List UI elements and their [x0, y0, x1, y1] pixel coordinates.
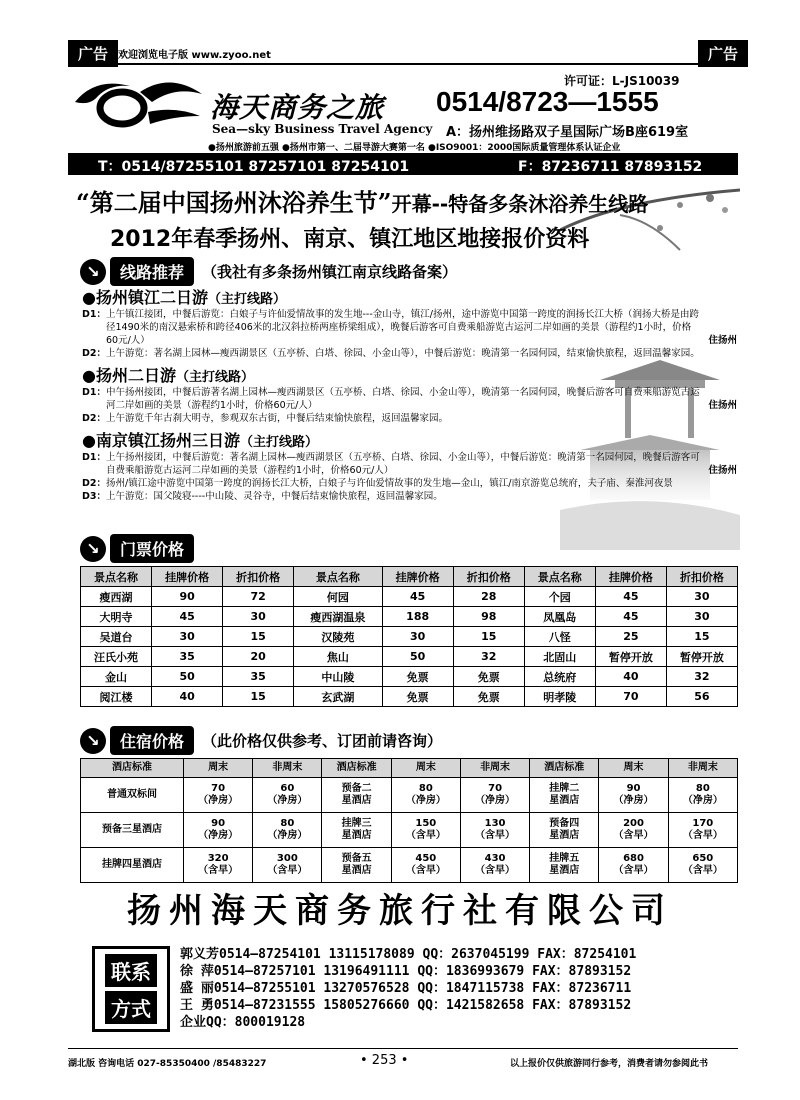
cell-line: 200	[623, 818, 644, 829]
table-cell: 28	[453, 587, 524, 607]
route-day	[82, 490, 737, 503]
contact-label-top: 联系	[105, 954, 157, 987]
cell-line: 70	[488, 783, 503, 794]
hotels-note: （此价格仅供参考、订团前请咨询）	[202, 732, 443, 750]
table-cell	[599, 778, 668, 813]
cell-line: 60	[280, 783, 295, 794]
cell-line: （含早）	[198, 865, 239, 876]
cell-line: 300	[276, 853, 298, 864]
table-cell: 瘦西湖	[81, 587, 152, 607]
table-cell	[391, 813, 460, 848]
table-header-row	[81, 567, 738, 587]
table-cell	[253, 813, 322, 848]
route-list	[82, 285, 737, 503]
table-cell: 15	[223, 627, 294, 647]
table-header: 景点名称	[294, 567, 382, 587]
cell-line: 680	[623, 853, 644, 864]
cell-line: 星酒店	[549, 865, 580, 876]
table-header: 周末	[184, 759, 253, 778]
table-cell: 70	[595, 687, 666, 707]
cell-line: 430	[484, 853, 506, 864]
table-cell	[81, 848, 184, 883]
table-cell: 25	[595, 627, 666, 647]
table-header: 折扣价格	[453, 567, 524, 587]
table-row	[81, 587, 738, 607]
table-cell: 明孝陵	[524, 687, 595, 707]
table-cell	[253, 848, 322, 883]
table-cell: 免票	[382, 667, 453, 687]
table-header: 景点名称	[81, 567, 152, 587]
table-cell: 30	[666, 587, 737, 607]
table-cell: 免票	[382, 687, 453, 707]
table-header: 酒店标准	[322, 759, 391, 778]
route-title	[82, 285, 737, 308]
table-cell: 凤凰岛	[524, 607, 595, 627]
route-title-text: ●南京镇江扬州三日游	[82, 431, 240, 450]
route-title	[82, 363, 737, 386]
day-label: D2：	[82, 348, 106, 359]
ticket-table-body	[81, 587, 738, 707]
table-cell: 玄武湖	[294, 687, 382, 707]
day-label: D3：	[82, 491, 106, 502]
hotel-price-table	[80, 758, 738, 883]
route-title-text: ●扬州二日游	[82, 366, 176, 385]
table-cell: 吴道台	[81, 627, 152, 647]
table-header: 折扣价格	[666, 567, 737, 587]
table-cell: 焦山	[294, 647, 382, 667]
route-item	[82, 285, 737, 360]
cell-line: 320	[207, 853, 229, 864]
cell-line: 90	[626, 783, 641, 794]
cell-line: 80	[695, 783, 710, 794]
table-cell: 30	[666, 607, 737, 627]
route-day	[82, 477, 737, 490]
cell-line: （净房）	[267, 795, 308, 806]
day-text: 上午游览：国父陵寝----中山陵、灵谷寺，中餐后结束愉快旅程，返回温馨家园。	[106, 491, 443, 502]
license-number: 许可证：L-JS10039	[564, 74, 680, 88]
day-text: 上午游览：著名湖上园林—瘦西湖景区（五亭桥、白塔、徐园、小金山等），中餐后游览：晚清第一名园何园，结束愉快旅程，返回温馨家园。	[106, 348, 700, 359]
footer-rule	[68, 1048, 738, 1049]
cell-line: 预备三星酒店	[102, 824, 162, 835]
table-cell	[322, 813, 391, 848]
table-cell	[253, 778, 322, 813]
hotels-section-header	[80, 726, 442, 755]
contact-label-bottom: 方式	[105, 991, 157, 1024]
table-cell	[184, 813, 253, 848]
table-cell	[460, 813, 529, 848]
table-cell: 中山陵	[294, 667, 382, 687]
cell-line: （含早）	[613, 865, 654, 876]
table-cell: 45	[382, 587, 453, 607]
table-cell	[81, 778, 184, 813]
route-day	[82, 412, 737, 425]
tel-line: T：0514/87255101 87257101 87254101	[98, 159, 410, 175]
table-cell: 汪氏小苑	[81, 647, 152, 667]
cell-line: 挂牌三	[341, 818, 372, 829]
welcome-text: 欢迎浏览电子版 www.zyoo.net	[118, 50, 271, 61]
table-cell	[530, 778, 599, 813]
table-cell: 免票	[453, 687, 524, 707]
footer-left: 湖北版 咨询电话 027-85350400 /85483227	[68, 1059, 267, 1069]
day-text: 扬州/镇江途中游览中国第一跨度的润扬长江大桥，白娘子与许仙爱情故事的发生地—金山，镇江/南京游览总统府，夫子庙、秦淮河夜景	[106, 478, 673, 489]
honors-line: ●扬州旅游前五强 ●扬州市第一、二届导游大赛第一名 ●ISO9001：2000国际质量管理体系认证企业	[208, 143, 621, 153]
ad-tag-left: 广告	[68, 40, 118, 67]
cell-line: 170	[692, 818, 714, 829]
table-cell	[668, 813, 737, 848]
table-cell: 个园	[524, 587, 595, 607]
contact-person: 郭义芳0514—87254101 13115178089 QQ：2637045199 FAX：87254101	[180, 947, 637, 962]
cell-line: （含早）	[475, 830, 516, 841]
table-row	[81, 647, 738, 667]
table-cell: 50	[152, 667, 223, 687]
route-tag: （主打线路）	[207, 292, 286, 307]
table-cell: 30	[382, 627, 453, 647]
cell-line: 星酒店	[341, 795, 372, 806]
table-cell: 40	[152, 687, 223, 707]
cell-line: （净房）	[682, 795, 723, 806]
table-header: 挂牌价格	[152, 567, 223, 587]
routes-badge: 线路推荐	[110, 257, 194, 286]
table-cell	[530, 848, 599, 883]
table-cell: 阅江楼	[81, 687, 152, 707]
cell-line: 星酒店	[341, 865, 372, 876]
arrow-down-right-icon: ↘	[80, 728, 106, 754]
table-cell	[460, 778, 529, 813]
table-cell	[460, 848, 529, 883]
table-cell: 98	[453, 607, 524, 627]
ticket-price-table	[80, 566, 738, 707]
cell-line: （净房）	[198, 795, 239, 806]
table-cell: 免票	[453, 667, 524, 687]
cell-line: 预备四	[549, 818, 580, 829]
day-stay: 住扬州	[708, 465, 737, 476]
table-header: 景点名称	[524, 567, 595, 587]
day-label: D1：	[82, 452, 106, 463]
fax-line: F：87236711 87893152	[518, 159, 703, 175]
table-row	[81, 607, 738, 627]
table-cell	[322, 778, 391, 813]
cell-line: （净房）	[198, 830, 239, 841]
tickets-badge: 门票价格	[110, 534, 194, 563]
festival-headline-quote: “第二届中国扬州沐浴养生节”	[76, 188, 392, 217]
cell-line: 挂牌二	[549, 783, 580, 794]
cell-line: （含早）	[682, 865, 723, 876]
table-cell	[81, 813, 184, 848]
cell-line: 80	[418, 783, 433, 794]
contact-person: 盛 丽0514—87255101 13270576528 QQ：1847115738 FAX：87236711	[180, 981, 632, 996]
table-cell: 总统府	[524, 667, 595, 687]
table-cell: 八怪	[524, 627, 595, 647]
hotels-badge: 住宿价格	[110, 726, 194, 755]
table-cell: 瘦西湖温泉	[294, 607, 382, 627]
day-label: D1：	[82, 387, 106, 398]
day-stay: 住扬州	[708, 400, 737, 411]
table-header: 折扣价格	[223, 567, 294, 587]
route-day	[82, 308, 737, 347]
table-cell: 30	[152, 627, 223, 647]
table-cell: 32	[666, 667, 737, 687]
arrow-down-right-icon: ↘	[80, 259, 106, 285]
table-cell	[391, 778, 460, 813]
table-cell	[599, 848, 668, 883]
table-cell: 40	[595, 667, 666, 687]
cell-line: （净房）	[267, 830, 308, 841]
table-header: 酒店标准	[530, 759, 599, 778]
table-cell: 何园	[294, 587, 382, 607]
table-cell: 90	[152, 587, 223, 607]
price-subtitle: 2012年春季扬州、南京、镇江地区地接报价资料	[110, 227, 590, 252]
table-row	[81, 813, 738, 848]
cell-line: 星酒店	[549, 830, 580, 841]
company-logo	[70, 72, 205, 136]
day-stay: 住扬州	[708, 335, 737, 346]
table-cell: 金山	[81, 667, 152, 687]
table-row	[81, 778, 738, 813]
cell-line: 650	[692, 853, 714, 864]
routes-section-header	[80, 257, 457, 286]
route-title-text: ●扬州镇江二日游	[82, 288, 208, 307]
cell-line: 挂牌四星酒店	[102, 859, 162, 870]
table-cell: 35	[152, 647, 223, 667]
contact-person: 徐 萍0514—87257101 13196491111 QQ：1836993679 FAX：87893152	[180, 964, 632, 979]
table-cell: 72	[223, 587, 294, 607]
table-cell: 15	[453, 627, 524, 647]
header-rule	[68, 63, 738, 65]
table-cell: 35	[223, 667, 294, 687]
table-row	[81, 667, 738, 687]
cell-line: （含早）	[613, 830, 654, 841]
table-cell	[530, 813, 599, 848]
table-row	[81, 687, 738, 707]
table-row	[81, 848, 738, 883]
table-cell: 15	[223, 687, 294, 707]
table-cell: 暂停开放	[595, 647, 666, 667]
table-cell	[599, 813, 668, 848]
cell-line: （含早）	[405, 830, 446, 841]
cell-line: 星酒店	[549, 795, 580, 806]
table-cell	[322, 848, 391, 883]
table-cell: 45	[595, 587, 666, 607]
day-label: D1：	[82, 309, 106, 320]
company-name: 海天商务之旅	[210, 91, 385, 124]
cell-line: 450	[415, 853, 437, 864]
day-label: D2：	[82, 478, 106, 489]
table-cell: 32	[453, 647, 524, 667]
table-header: 周末	[391, 759, 460, 778]
cell-line: 普通双标间	[107, 789, 157, 800]
table-header: 酒店标准	[81, 759, 184, 778]
table-row	[81, 627, 738, 647]
route-day	[82, 347, 737, 360]
table-cell: 188	[382, 607, 453, 627]
table-cell: 45	[152, 607, 223, 627]
route-title	[82, 428, 737, 451]
table-header: 非周末	[460, 759, 529, 778]
cell-line: （含早）	[405, 865, 446, 876]
table-cell: 20	[223, 647, 294, 667]
table-cell: 45	[595, 607, 666, 627]
table-cell	[391, 848, 460, 883]
festival-headline-rest: 开幕--特备多条沐浴养生线路	[391, 192, 649, 216]
day-text: 上午镇江接团，中餐后游览：白娘子与许仙爱情故事的发生地---金山寺，镇江/扬州，途中游览中国第一跨度的润扬长江大桥（润扬大桥是由跨径1490米的南汉悬索桥和跨径406米的北汉斜拉桥两座桥梁组成），晚餐后游客可自费乘船游览古运河二岸如画的美景（游程约1小时，价格60元/人）	[106, 309, 699, 346]
cell-line: （净房）	[405, 795, 446, 806]
cell-line: 70	[211, 783, 226, 794]
route-day	[82, 451, 737, 477]
day-text: 上午扬州接团，中餐后游览：著名湖上园林—瘦西湖景区（五亭桥、白塔、徐园、小金山等），中餐后游览：晚清第一名园何园，晚餐后游客可自费乘船游览古运河二岸如画的美景（游程约1小时，价格60元/人）	[106, 452, 700, 476]
contact-person: 王 勇0514—87231555 15805276660 QQ：1421582658 FAX：87893152	[180, 998, 632, 1013]
route-tag: （主打线路）	[239, 435, 318, 450]
cell-line: 星酒店	[341, 830, 372, 841]
address: A：扬州维扬路双子星国际广场B座619室	[446, 125, 689, 140]
tickets-section-header	[80, 534, 194, 563]
cell-line: （含早）	[267, 865, 308, 876]
enterprise-qq: 企业QQ：800019128	[180, 1015, 306, 1030]
route-item	[82, 428, 737, 503]
day-text: 上午游览千年古刹大明寺，参观双东古街，中餐后结束愉快旅程，返回温馨家园。	[106, 413, 449, 424]
table-header: 非周末	[253, 759, 322, 778]
cell-line: （含早）	[682, 830, 723, 841]
route-item	[82, 363, 737, 425]
cell-line: （含早）	[475, 865, 516, 876]
table-cell: 50	[382, 647, 453, 667]
festival-headline	[76, 183, 648, 218]
table-header: 非周末	[668, 759, 737, 778]
day-text: 中午扬州接团，中餐后游著名湖上园林—瘦西湖景区（五亭桥、白塔、徐园、小金山等），晚清第一名园何园，晚餐后游客可自费乘船游览古运河二岸如画的美景（游程约1小时，价格60元/人）	[106, 387, 700, 411]
table-cell: 56	[666, 687, 737, 707]
cell-line: 预备五	[341, 853, 372, 864]
cell-line: （净房）	[613, 795, 654, 806]
table-header: 周末	[599, 759, 668, 778]
cell-line: 挂牌五	[549, 853, 580, 864]
contact-list	[180, 946, 636, 1031]
english-name: Sea—sky Business Travel Agency	[212, 122, 433, 136]
day-label: D2：	[82, 413, 106, 424]
arrow-down-right-icon: ↘	[80, 536, 106, 562]
cell-line: 130	[484, 818, 506, 829]
table-cell: 大明寺	[81, 607, 152, 627]
cell-line: （净房）	[475, 795, 516, 806]
cell-line: 80	[280, 818, 295, 829]
company-full-name: 扬州海天商务旅行社有限公司	[127, 891, 673, 931]
table-cell	[668, 848, 737, 883]
route-day	[82, 386, 737, 412]
route-tag: （主打线路）	[175, 370, 254, 385]
cell-line: 90	[211, 818, 226, 829]
table-header-row	[81, 759, 738, 778]
page-number: • 253 •	[360, 1053, 409, 1068]
routes-note: （我社有多条扬州镇江南京线路备案）	[202, 263, 458, 281]
table-cell	[184, 778, 253, 813]
table-cell: 暂停开放	[666, 647, 737, 667]
table-cell: 30	[223, 607, 294, 627]
cell-line: 150	[415, 818, 437, 829]
table-cell	[668, 778, 737, 813]
table-cell: 15	[666, 627, 737, 647]
contact-bar	[68, 153, 738, 175]
table-cell: 汉陵苑	[294, 627, 382, 647]
hotel-table-body	[81, 778, 738, 883]
footer-right: 以上报价仅供旅游同行参考，消费者请勿参阅此书	[510, 1059, 709, 1069]
table-cell: 北固山	[524, 647, 595, 667]
ad-tag-right: 广告	[698, 40, 748, 67]
table-header: 挂牌价格	[595, 567, 666, 587]
cell-line: 预备二	[341, 783, 372, 794]
table-cell	[184, 848, 253, 883]
table-header: 挂牌价格	[382, 567, 453, 587]
main-phone: 0514/8723—1555	[436, 86, 659, 117]
contact-label-box	[92, 946, 170, 1032]
